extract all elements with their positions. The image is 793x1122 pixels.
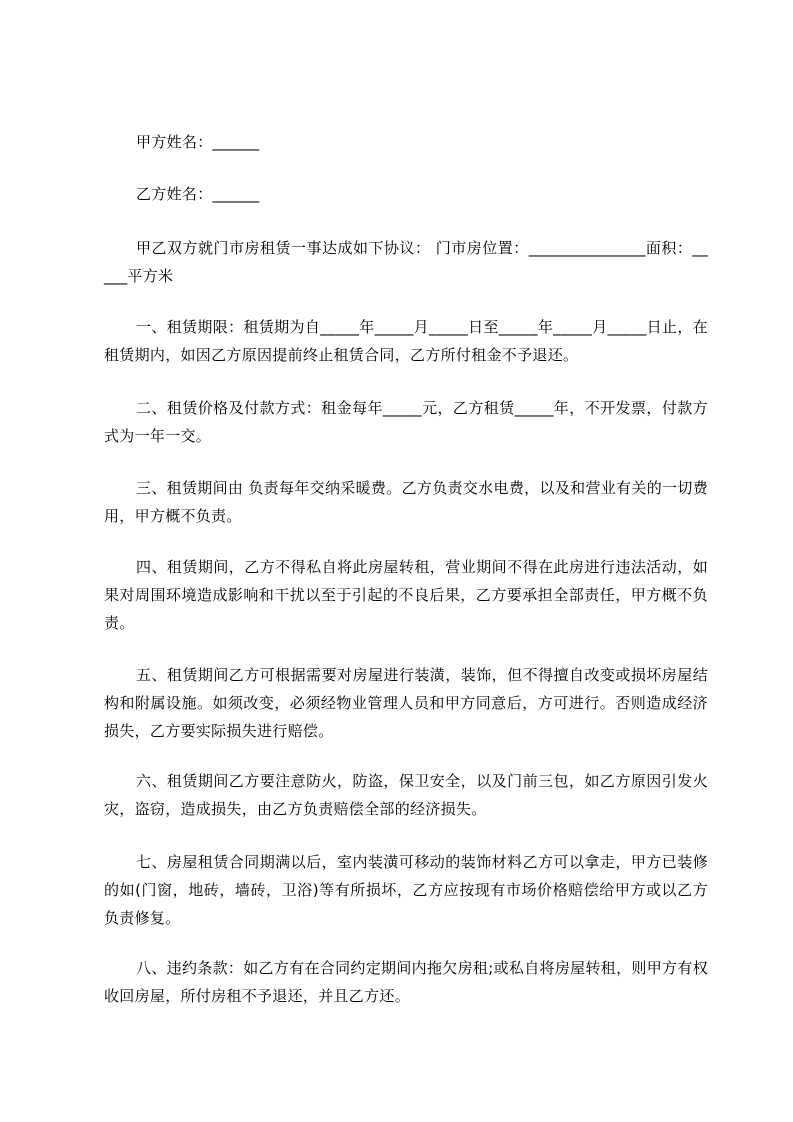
clause-4-sublease: 四、租赁期间，乙方不得私自将此房屋转租，营业期间不得在此房进行违法活动，如果对周围环境造成影响和干扰以至于引起的不良后果，乙方要承担全部责任，甲方概不负责。 xyxy=(104,558,708,632)
intro-paragraph: 甲乙双方就门市房租赁一事达成如下协议： 门市房位置：_______________面积：_____平方米 xyxy=(104,239,708,285)
clause-3-fees: 三、租赁期间由 负责每年交纳采暖费。乙方负责交水电费，以及和营业有关的一切费用，甲方概不负责。 xyxy=(104,479,708,525)
clause-6-safety: 六、租赁期间乙方要注意防火，防盗，保卫安全，以及门前三包，如乙方原因引发火灾，盗窃，造成损失，由乙方负责赔偿全部的经济损失。 xyxy=(104,772,708,818)
clause-8-breach: 八、违约条款：如乙方有在合同约定期间内拖欠房租;或私自将房屋转租，则甲方有权收回房屋，所付房租不予退还，并且乙方还。 xyxy=(104,959,708,1005)
clause-1-lease-term: 一、租赁期限：租赁期为自_____年_____月_____日至_____年_____月_____日止，在租赁期内，如因乙方原因提前终止租赁合同，乙方所付租金不予退还。 xyxy=(104,318,708,364)
party-b-name: 乙方姓名：______ xyxy=(136,185,260,203)
clause-7-expiry: 七、房屋租赁合同期满以后，室内装潢可移动的装饰材料乙方可以拿走，甲方已装修的如(门窗，地砖，墙砖，卫浴)等有所损坏，乙方应按现有市场价格赔偿给甲方或以乙方负责修复。 xyxy=(104,853,708,927)
clause-5-renovation: 五、租赁期间乙方可根据需要对房屋进行装潢，装饰，但不得擅自改变或损坏房屋结构和附属设施。如须改变，必须经物业管理人员和甲方同意后，方可进行。否则造成经济损失，乙方要实际损失进行赔偿。 xyxy=(104,666,708,740)
party-a-name: 甲方姓名：______ xyxy=(136,133,260,151)
clause-2-price-payment: 二、租赁价格及付款方式：租金每年_____元，乙方租赁_____年，不开发票，付款方式为一年一交。 xyxy=(104,399,708,445)
